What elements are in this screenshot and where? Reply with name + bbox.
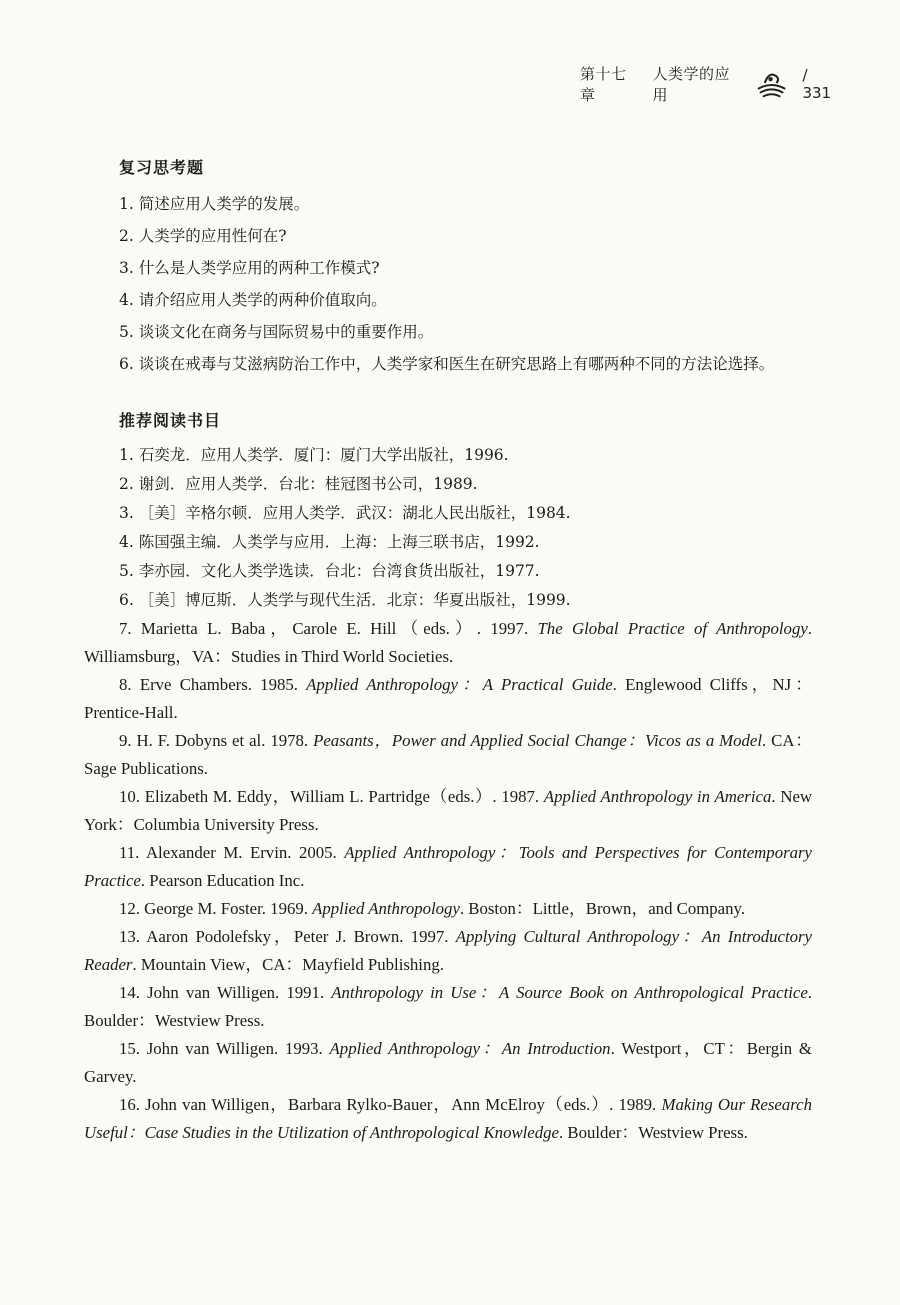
chapter-title: 人类学的应用 xyxy=(652,65,731,104)
list-item: 3. 什么是人类学应用的两种工作模式? xyxy=(119,259,380,277)
list-item: 15. John van Willigen. 1993. Applied Anthropology：An Introduction. Westport，CT：Bergin & Garvey. xyxy=(84,1039,812,1086)
list-item: 9. H. F. Dobyns et al. 1978. Peasants，Power and Applied Social Change：Vicos as a Model. CA：Sage Publications. xyxy=(84,731,813,778)
book-title: Applied Anthropology in America xyxy=(543,787,772,806)
list-item: 1. 石奕龙．应用人类学．厦门：厦门大学出版社，1996. xyxy=(119,446,509,464)
book-logo-icon xyxy=(755,69,788,99)
list-item: 5. 李亦园．文化人类学选读．台北：台湾食货出版社，1977. xyxy=(119,562,540,580)
list-item: 1. 简述应用人类学的发展。 xyxy=(119,195,310,213)
book-title: Anthropology in Use：A Source Book on Anthropological Practice xyxy=(331,983,808,1002)
list-item: 16. John van Willigen，Barbara Rylko-Bauer，Ann McElroy（eds.）. 1989. Making Our Research Useful：Case Studies in the Utilization of Anthropological Knowledge. Boulder：Westview Press. xyxy=(84,1095,812,1142)
page-content xyxy=(84,155,812,1147)
review-questions-title: 复习思考题 xyxy=(119,158,205,177)
list-item: 12. George M. Foster. 1969. Applied Anthropology. Boston：Little，Brown，and Company. xyxy=(119,899,746,918)
list-item: 3. ［美］辛格尔顿．应用人类学．武汉：湖北人民出版社，1984. xyxy=(119,504,571,522)
list-item: 2. 人类学的应用性何在? xyxy=(119,227,287,245)
list-item: 13. Aaron Podolefsky，Peter J. Brown. 1997. Applying Cultural Anthropology：An Introductory Reader. Mountain View，CA：Mayfield Publishing. xyxy=(84,927,812,974)
list-item: 10. Elizabeth M. Eddy，William L. Partridge（eds.）. 1987. Applied Anthropology in America. New York：Columbia University Press. xyxy=(84,787,813,834)
list-item: 7. Marietta L. Baba，Carole E. Hill（eds.）. 1997. The Global Practice of Anthropology. Williamsburg，VA：Studies in Third World Societies. xyxy=(84,619,812,666)
recommended-reading-title: 推荐阅读书目 xyxy=(119,411,222,430)
list-item: 2. 谢剑．应用人类学．台北：桂冠图书公司，1989. xyxy=(119,475,478,493)
list-item: 6. 谈谈在戒毒与艾滋病防治工作中，人类学家和医生在研究思路上有哪两种不同的方法论选择。 xyxy=(119,355,775,373)
book-title: Applied Anthropology：An Introduction xyxy=(329,1039,611,1058)
book-title: Applied Anthropology xyxy=(312,899,460,918)
page-number: / 331 xyxy=(802,66,832,102)
book-title: Making Our Research Useful：Case Studies in the Utilization of Anthropological Knowledge xyxy=(84,1095,812,1142)
list-item: 4. 请介绍应用人类学的两种价值取向。 xyxy=(119,291,387,309)
list-item: 6. ［美］博厄斯．人类学与现代生活．北京：华夏出版社，1999. xyxy=(119,591,571,609)
review-questions-list xyxy=(84,188,812,380)
reading-list xyxy=(84,441,812,1147)
page-header xyxy=(580,66,840,102)
chapter-number: 第十七章 xyxy=(580,65,627,104)
list-item: 5. 谈谈文化在商务与国际贸易中的重要作用。 xyxy=(119,323,434,341)
list-item: 8. Erve Chambers. 1985. Applied Anthropology：A Practical Guide. Englewood Cliffs，NJ：Prentice-Hall. xyxy=(84,675,812,722)
list-item: 14. John van Willigen. 1991. Anthropology in Use：A Source Book on Anthropological Practice. Boulder：Westview Press. xyxy=(84,983,812,1030)
book-title: Applied Anthropology：A Practical Guide xyxy=(306,675,613,694)
book-title: The Global Practice of Anthropology xyxy=(537,619,808,638)
book-title: Peasants，Power and Applied Social Change：Vicos as a Model xyxy=(313,731,763,750)
book-title: Applying Cultural Anthropology：An Introductory Reader xyxy=(84,927,812,974)
list-item: 4. 陈国强主编．人类学与应用．上海：上海三联书店，1992. xyxy=(119,533,540,551)
book-title: Applied Anthropology：Tools and Perspectives for Contemporary Practice xyxy=(84,843,812,890)
list-item: 11. Alexander M. Ervin. 2005. Applied Anthropology：Tools and Perspectives for Contemporary Practice. Pearson Education Inc. xyxy=(84,843,812,890)
